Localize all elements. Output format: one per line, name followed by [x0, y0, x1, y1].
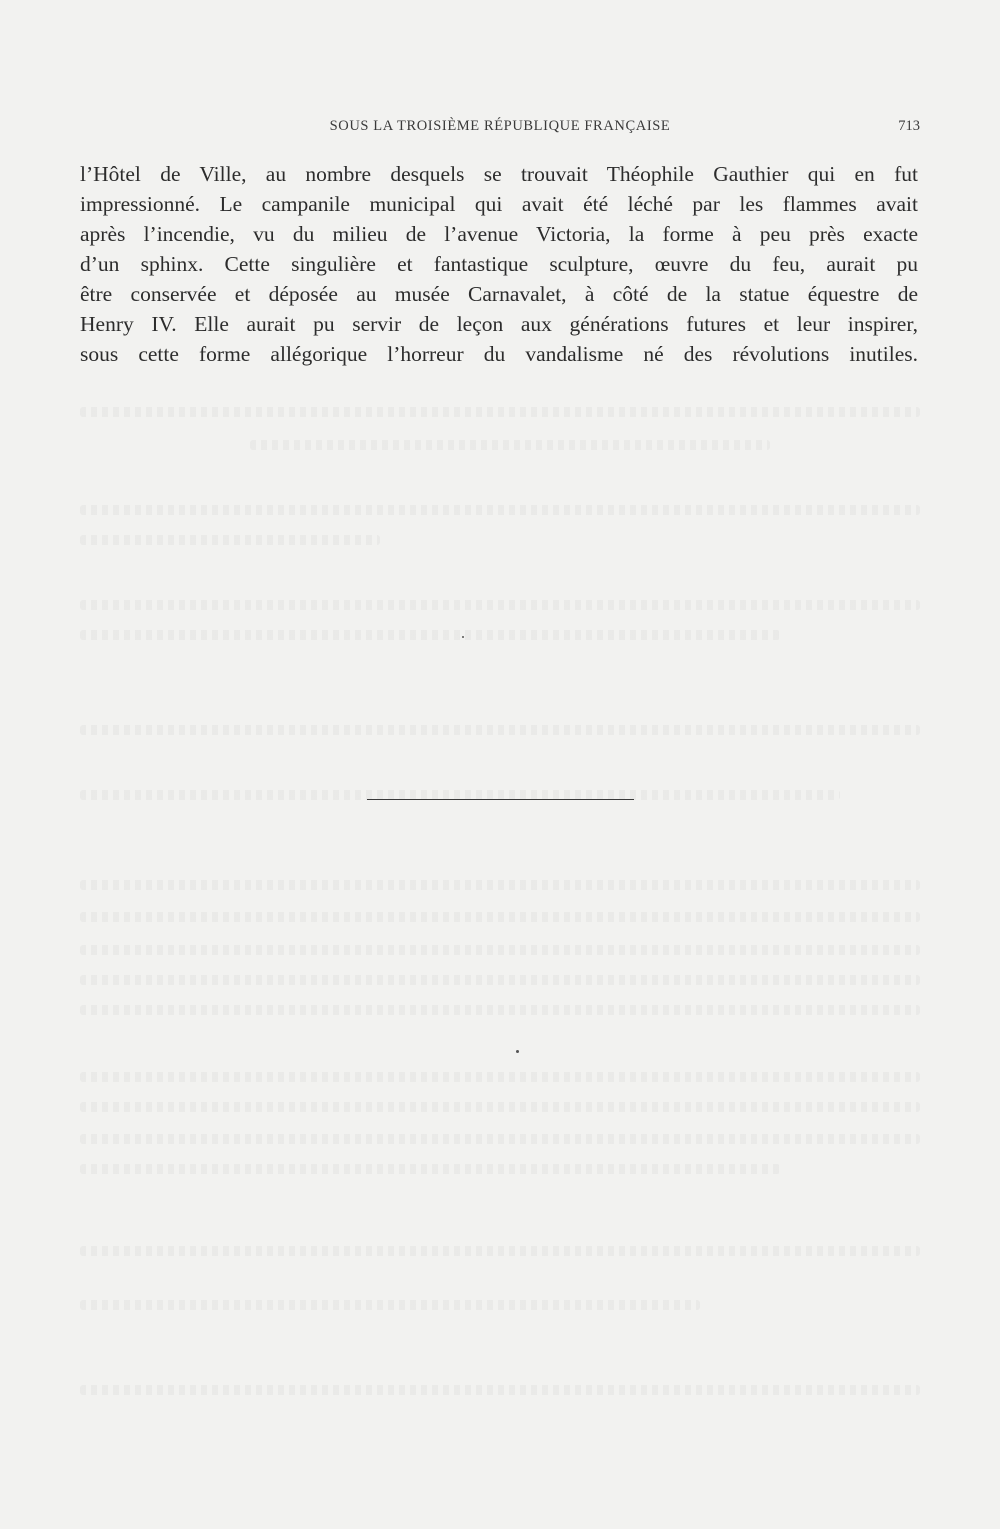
bleed-through-texture — [80, 1005, 920, 1015]
bleed-through-texture — [80, 1246, 920, 1256]
text-line: être conservée et déposée au musée Carnavalet, à côté de la statue équestre de — [80, 282, 918, 306]
bleed-through-texture — [80, 880, 920, 890]
bleed-through-texture — [80, 600, 920, 610]
bleed-through-texture — [80, 975, 920, 985]
bleed-through-texture — [80, 725, 920, 735]
text-line: après l’incendie, vu du milieu de l’avenue Victoria, la forme à peu près exacte — [80, 222, 918, 246]
bleed-through-texture — [80, 912, 920, 922]
page-number: 713 — [898, 118, 920, 134]
bleed-through-texture — [80, 1072, 920, 1082]
bleed-through-texture — [80, 630, 780, 640]
bleed-through-texture — [80, 1300, 700, 1310]
text-line: Henry IV. Elle aurait pu servir de leçon aux générations futures et leur inspirer, — [80, 312, 918, 336]
bleed-through-texture — [80, 1134, 920, 1144]
text-line: sous cette forme allégorique l’horreur du vandalisme né des révolutions inutiles. — [80, 342, 918, 366]
print-speck — [516, 1050, 519, 1053]
section-end-rule — [367, 799, 634, 800]
text-line: impressionné. Le campanile municipal qui avait été léché par les flammes avait — [80, 192, 918, 216]
bleed-through-texture — [80, 1102, 920, 1112]
bleed-through-texture — [80, 1385, 920, 1395]
bleed-through-texture — [80, 505, 920, 515]
running-title: SOUS LA TROISIÈME RÉPUBLIQUE FRANÇAISE — [329, 118, 671, 134]
running-header — [80, 118, 920, 142]
text-line: d’un sphinx. Cette singulière et fantastique sculpture, œuvre du feu, aurait pu — [80, 252, 918, 276]
bleed-through-texture — [80, 407, 920, 417]
bleed-through-texture — [250, 440, 770, 450]
print-speck — [462, 636, 464, 638]
text-line: l’Hôtel de Ville, au nombre desquels se trouvait Théophile Gauthier qui en fut — [80, 162, 918, 186]
bleed-through-texture — [80, 1164, 780, 1174]
bleed-through-texture — [80, 535, 380, 545]
body-paragraph — [80, 159, 918, 369]
bleed-through-texture — [80, 945, 920, 955]
